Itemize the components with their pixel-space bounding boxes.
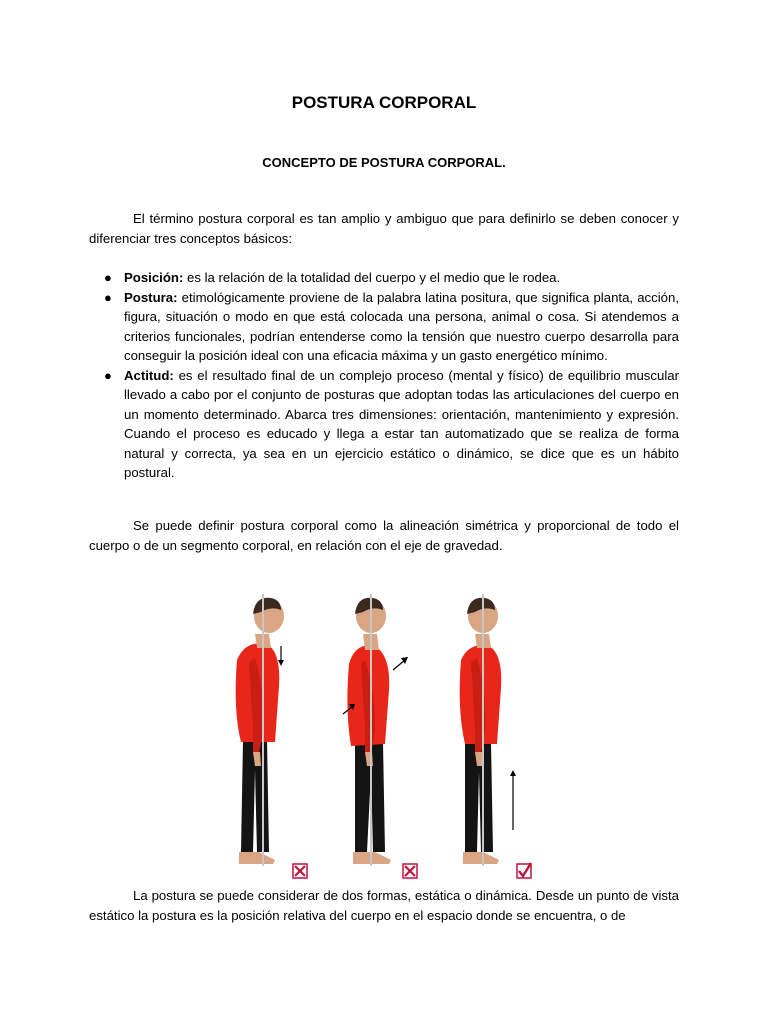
term-definition: es la relación de la totalidad del cuerpo y el medio que le rodea. [183, 270, 561, 285]
list-item [89, 268, 679, 288]
term-label: Actitud: [124, 367, 174, 383]
term-definition: etimológicamente proviene de la palabra latina positura, que significa planta, acción, figura, situación o modo en que está colocada una persona, animal o cosa. Si atendemos a criterios funcionales, podrían entenderse como la tensión que nuestro cuerpo desarrolla para conseguir la posición ideal con una eficacia máxima y un gasto energético mínimo. [124, 289, 679, 363]
list-item [89, 288, 679, 366]
posture-figure-forward-head [236, 594, 307, 878]
static-dynamic-paragraph: La postura se puede considerar de dos formas, estática o dinámica. Desde un punto de vista estático la postura es la posición relativa del cuerpo en el espacio donde se encuentra, o de [89, 888, 679, 923]
incorrect-mark-icon [293, 864, 307, 878]
concepts-list [89, 268, 679, 483]
posture-figure-aligned [460, 594, 531, 878]
list-item [89, 366, 679, 483]
term-definition: es el resultado final de un complejo proceso (mental y físico) de equilibrio muscular llevado a cabo por el conjunto de posturas que adoptan todas las articulaciones del cuerpo en un momento determinado. Abarca tres dimensiones: orientación, mantenimiento y expresión. Cuando el proceso es educado y llega a estar tan automatizado que se realiza de forma natural y correcta, ya sea en un ejercicio estático o dinámico, se dice que es un hábito postural. [124, 367, 679, 480]
incorrect-mark-icon [403, 864, 417, 878]
section-heading: CONCEPTO DE POSTURA CORPORAL. [262, 155, 506, 170]
correct-mark-icon [517, 863, 531, 878]
bullet-icon: ● [104, 289, 112, 305]
term-label: Posición: [124, 270, 184, 285]
document-title: POSTURA CORPORAL [291, 93, 477, 112]
bullet-icon: ● [104, 270, 112, 285]
bullet-icon: ● [104, 367, 112, 383]
intro-paragraph: El término postura corporal es tan amplio y ambiguo que para definirlo se deben conocer y diferenciar tres conceptos básicos: [89, 211, 679, 246]
definition-paragraph: Se puede definir postura corporal como la alineación simétrica y proporcional de todo el cuerpo o de un segmento corporal, en relación con el eje de gravedad. [89, 518, 679, 553]
term-label: Postura: [124, 289, 178, 305]
posture-figure-swayback [343, 594, 417, 878]
posture-illustration [215, 590, 555, 882]
